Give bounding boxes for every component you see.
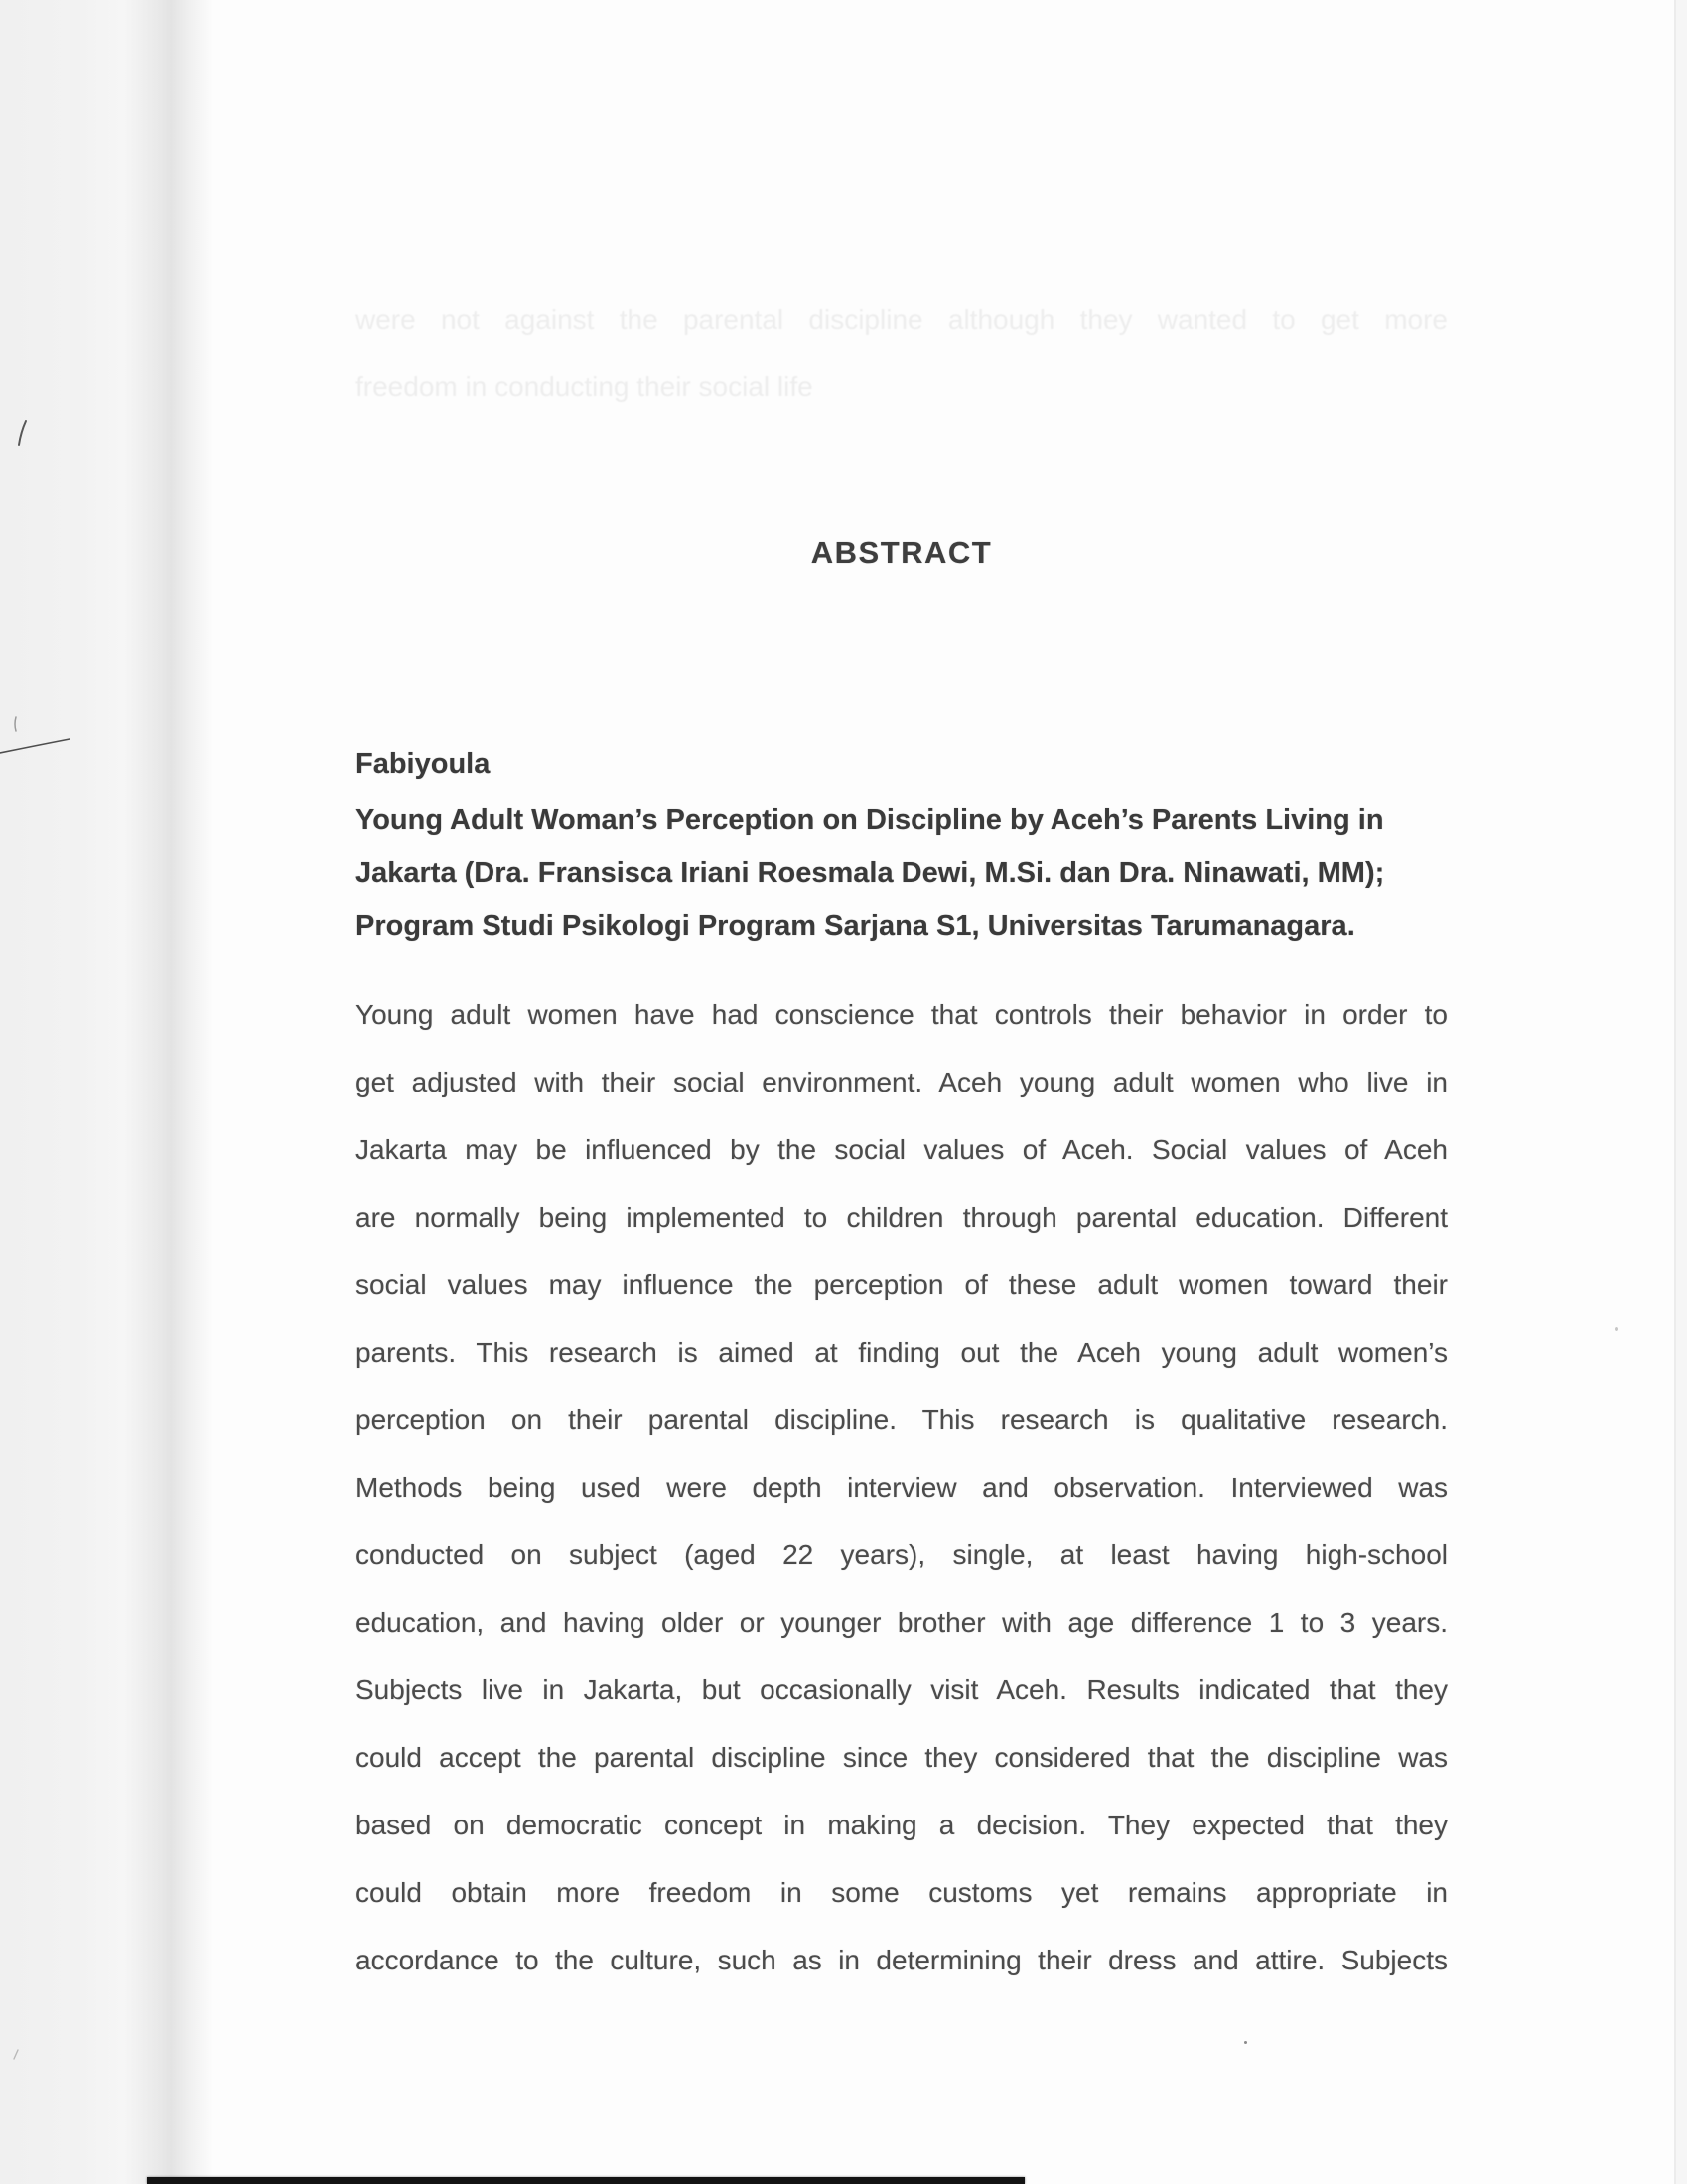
body-line: education, and having older or younger brother with age difference 1 to 3 years. [355, 1607, 1448, 1638]
body-line: conducted on subject (aged 22 years), single, at least having high-school [355, 1539, 1448, 1570]
body-line: could accept the parental discipline since they considered that the discipline was [355, 1742, 1448, 1773]
thesis-title-line: Program Studi Psikologi Program Sarjana S1, Universitas Tarumanagara. [355, 910, 1355, 942]
body-line: social values may influence the perception of these adult women toward their [355, 1269, 1448, 1300]
scan-speck [1244, 2041, 1247, 2044]
thesis-title-line: Jakarta (Dra. Fransisca Iriani Roesmala Dewi, M.Si. dan Dra. Ninawati, MM); [355, 857, 1385, 889]
scan-dark-edge [147, 2177, 1025, 2184]
scan-edge-shadow [1674, 0, 1687, 2184]
body-line: based on democratic concept in making a decision. They expected that they [355, 1810, 1448, 1840]
scan-speck [10, 2048, 22, 2062]
body-line: perception on their parental discipline. This research is qualitative research. [355, 1404, 1448, 1435]
body-line: Methods being used were depth interview and observation. Interviewed was [355, 1472, 1448, 1503]
thesis-title-line: Young Adult Woman’s Perception on Discipline by Aceh’s Parents Living in [355, 804, 1384, 836]
body-line: get adjusted with their social environment. Aceh young adult women who live in [355, 1067, 1448, 1097]
ghost-text-line: freedom in conducting their social life [355, 371, 813, 402]
body-line: Jakarta may be influenced by the social values of Aceh. Social values of Aceh [355, 1134, 1448, 1165]
abstract-heading: ABSTRACT [810, 534, 993, 570]
bleed-through-text [355, 286, 1448, 421]
abstract-body [355, 981, 1448, 1994]
body-line: are normally being implemented to children through parental education. Different [355, 1202, 1448, 1233]
scan-speck [1615, 1327, 1618, 1331]
body-line: accordance to the culture, such as in determining their dress and attire. Subjects [355, 1945, 1448, 1975]
pen-mark-tick [11, 715, 21, 735]
author-name: Fabiyoula [355, 748, 491, 780]
thesis-title-block [355, 795, 1448, 952]
body-line: could obtain more freedom in some customs yet remains appropriate in [355, 1877, 1448, 1908]
ghost-text-line: were not against the parental discipline although they wanted to get more [355, 304, 1448, 335]
body-line: parents. This research is aimed at finding out the Aceh young adult women’s [355, 1337, 1448, 1368]
body-line: Subjects live in Jakarta, but occasionally visit Aceh. Results indicated that they [355, 1674, 1448, 1705]
body-line: Young adult women have had conscience that controls their behavior in order to [355, 999, 1448, 1030]
pen-mark-line [0, 737, 71, 757]
scan-gutter-shadow [0, 0, 213, 2184]
pen-mark-slash [16, 419, 30, 447]
